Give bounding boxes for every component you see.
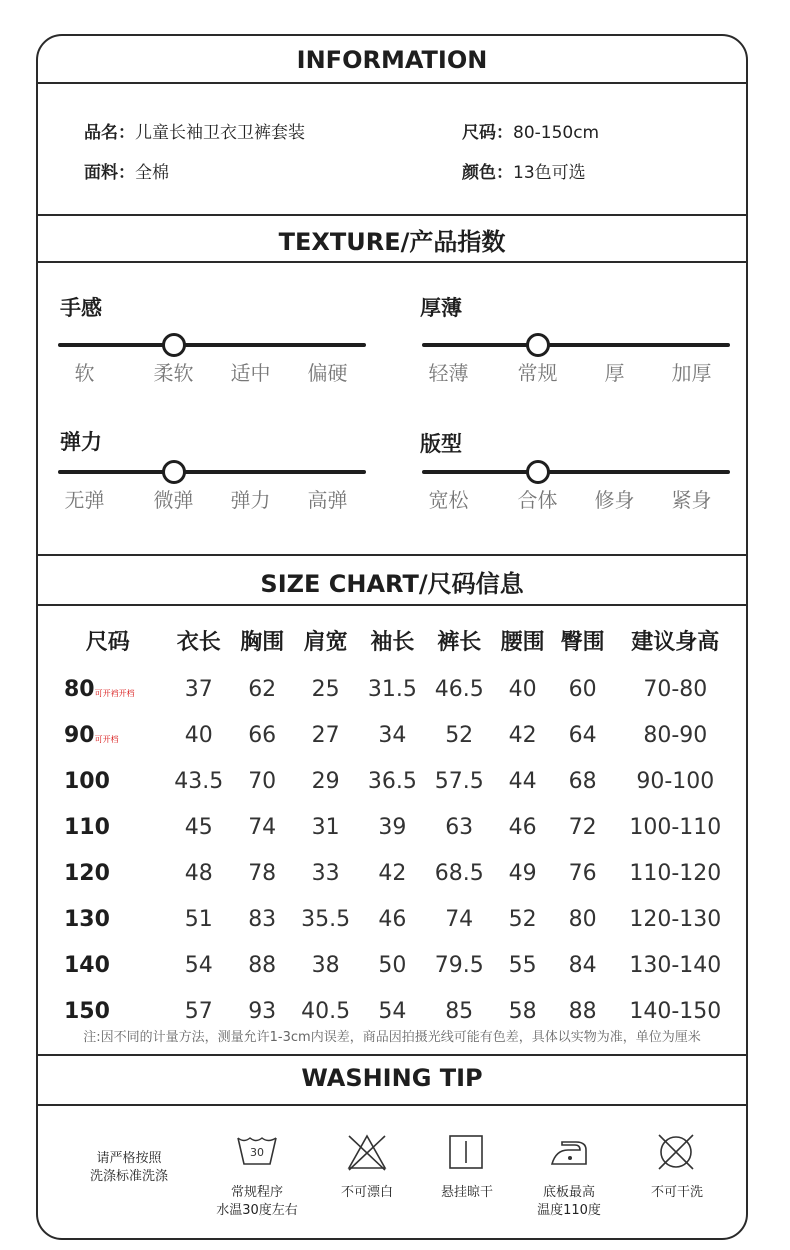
table-row [50,850,738,896]
table-cell: 72 [568,814,597,840]
texture-scale-option: 合体 [517,488,558,512]
washing-intro [74,1150,184,1186]
table-cell: 70-80 [643,676,708,702]
size-cell [50,758,165,804]
texture-scale-knob [162,460,186,484]
texture-scale-option: 偏硬 [307,361,348,385]
texture-scale-option: 加厚 [671,361,712,385]
divider [38,214,746,216]
wash-tip-line1: 底板最高 [542,1185,595,1200]
table-cell: 45 [184,814,213,840]
texture-scale-option: 修身 [594,488,635,512]
size-value: 150 [64,998,110,1024]
table-cell: 39 [378,814,407,840]
wash-tip-label [312,1184,422,1202]
table-row [50,896,738,942]
wash-tip-line1: 不可漂白 [340,1185,393,1200]
table-cell: 37 [184,676,213,702]
divider [38,604,746,606]
table-cell: 57 [184,998,213,1024]
size-cell [50,850,165,896]
size-table-header-cell: 尺码 [85,629,130,655]
table-cell: 31.5 [367,676,417,702]
table-cell: 42 [508,722,537,748]
wash-tip-label [202,1184,312,1220]
product-name-row [84,118,305,143]
texture-scale-option: 软 [74,361,95,385]
wash-tip-line1: 悬挂晾干 [440,1185,493,1200]
wash-tip-line1: 常规程序 [230,1185,283,1200]
table-cell: 83 [248,906,277,932]
washing-intro-line2: 洗涤标准洗涤 [89,1169,168,1184]
no-dry-clean-icon [656,1132,696,1176]
wash-tip-line2: 水温30度左右 [216,1203,298,1218]
product-name-label: 品名： [84,123,135,143]
fabric-label: 面料： [84,163,135,183]
table-cell: 63 [445,814,474,840]
wash-tip-label [412,1184,522,1202]
table-cell: 44 [508,768,537,794]
table-cell: 80-90 [643,722,708,748]
table-cell: 93 [248,998,277,1024]
texture-scale-label: 厚薄 [420,296,462,320]
table-cell: 80 [568,906,597,932]
divider [38,1054,746,1056]
table-cell: 88 [568,998,597,1024]
texture-title: TEXTURE/产品指数 [278,228,506,256]
size-footnote: 注:因不同的计量方法，测量允许1-3cm内误差，商品因拍摄光线可能有色差，具体以实物为准，单位为厘米 [83,1030,701,1045]
table-cell: 62 [248,676,277,702]
size-note: 可开裆开档 [94,688,135,698]
fabric-value: 全棉 [135,163,169,183]
color-label: 颜色： [462,163,513,183]
wash-tip-line1: 不可干洗 [650,1185,703,1200]
size-table-header-cell: 衣长 [176,629,221,655]
texture-scale-track [422,343,730,347]
table-cell: 57.5 [434,768,484,794]
table-row [50,712,738,758]
texture-scale-option: 高弹 [307,488,348,512]
texture-scale-option: 常规 [517,361,558,385]
size-table-header-cell: 腰围 [500,629,545,655]
fabric-row [84,158,169,183]
texture-scale-knob [526,333,550,357]
size-value: 110 [64,814,110,840]
washing-title: WASHING TIP [301,1064,483,1092]
color-row [462,158,586,183]
wash-30-icon [236,1134,278,1172]
table-cell: 35.5 [301,906,351,932]
size-value: 130 [64,906,110,932]
size-table [50,614,738,1034]
size-table-header-cell: 臀围 [560,629,605,655]
table-cell: 29 [311,768,340,794]
table-cell: 64 [568,722,597,748]
size-cell [50,804,165,850]
divider [38,554,746,556]
size-chart-title: SIZE CHART/尺码信息 [260,570,524,598]
size-value: 90 [64,722,95,748]
size-table-header-cell: 胸围 [240,629,285,655]
table-cell: 90-100 [636,768,715,794]
table-cell: 40.5 [301,998,351,1024]
texture-scale-option: 宽松 [428,488,469,512]
size-range-value: 80-150cm [513,123,600,143]
size-value: 140 [64,952,110,978]
table-cell: 76 [568,860,597,886]
size-cell [50,666,165,712]
texture-scale-option: 弹力 [230,488,271,512]
table-cell: 110-120 [629,860,722,886]
table-cell: 46 [508,814,537,840]
table-cell: 46.5 [434,676,484,702]
table-cell: 54 [184,952,213,978]
size-table-header-cell: 袖长 [370,629,415,655]
texture-scale-track [422,470,730,474]
table-cell: 51 [184,906,213,932]
washing-intro-line1: 请严格按照 [96,1151,162,1166]
wash-tip-label [622,1184,732,1202]
table-cell: 49 [508,860,537,886]
texture-scale-option: 柔软 [153,361,194,385]
size-value: 120 [64,860,110,886]
table-cell: 140-150 [629,998,722,1024]
table-cell: 50 [378,952,407,978]
table-cell: 74 [445,906,474,932]
texture-scale-option: 轻薄 [428,361,469,385]
divider [38,261,746,263]
table-cell: 33 [311,860,340,886]
table-cell: 25 [311,676,340,702]
size-cell [50,942,165,988]
size-table-header [50,614,738,666]
table-row [50,804,738,850]
table-cell: 58 [508,998,537,1024]
product-name-value: 儿童长袖卫衣卫裤套装 [135,123,305,143]
texture-scale-option: 无弹 [64,488,105,512]
table-cell: 42 [378,860,407,886]
texture-scale-option: 微弹 [153,488,194,512]
table-cell: 46 [378,906,407,932]
texture-scale-label: 版型 [420,432,462,456]
size-value: 80 [64,676,95,702]
wash-tip-label [514,1184,624,1220]
table-cell: 68 [568,768,597,794]
table-cell: 54 [378,998,407,1024]
table-cell: 88 [248,952,277,978]
table-cell: 74 [248,814,277,840]
table-cell: 85 [445,998,474,1024]
information-title: INFORMATION [296,46,488,74]
wash-tip-line2: 温度110度 [537,1203,601,1218]
size-cell [50,896,165,942]
table-cell: 79.5 [434,952,484,978]
texture-scale-label: 弹力 [60,430,102,454]
size-table-header-cell: 建议身高 [631,629,720,655]
table-row [50,942,738,988]
texture-scale-option: 厚 [604,361,625,385]
table-cell: 55 [508,952,537,978]
table-cell: 36.5 [367,768,417,794]
no-bleach-icon [346,1132,388,1176]
iron-icon [548,1136,590,1172]
table-cell: 100-110 [629,814,722,840]
texture-scale-track [58,470,366,474]
table-cell: 120-130 [629,906,722,932]
texture-scale-option: 适中 [230,361,271,385]
table-row [50,666,738,712]
table-cell: 78 [248,860,277,886]
table-cell: 68.5 [434,860,484,886]
size-table-header-cell: 肩宽 [303,629,348,655]
divider [38,82,746,84]
table-row [50,758,738,804]
table-cell: 38 [311,952,340,978]
size-note: 可开档 [94,734,119,744]
table-cell: 31 [311,814,340,840]
table-cell: 40 [508,676,537,702]
size-cell [50,712,165,758]
table-cell: 84 [568,952,597,978]
size-range-row [462,118,599,143]
wash-temp-text: 30 [250,1146,264,1159]
table-cell: 34 [378,722,407,748]
table-cell: 52 [508,906,537,932]
table-cell: 52 [445,722,474,748]
texture-scale-option: 紧身 [671,488,712,512]
texture-scale-label: 手感 [60,296,102,320]
hang-dry-icon [448,1134,484,1174]
size-range-label: 尺码： [462,123,513,143]
info-card [36,34,748,1240]
divider [38,1104,746,1106]
table-cell: 66 [248,722,277,748]
table-cell: 43.5 [174,768,224,794]
size-value: 100 [64,768,110,794]
texture-scale-knob [162,333,186,357]
color-value: 13色可选 [513,163,586,183]
texture-scale-track [58,343,366,347]
table-cell: 27 [311,722,340,748]
table-cell: 60 [568,676,597,702]
size-table-header-cell: 裤长 [437,629,482,655]
table-cell: 130-140 [629,952,722,978]
table-cell: 40 [184,722,213,748]
texture-scale-knob [526,460,550,484]
table-cell: 48 [184,860,213,886]
table-cell: 70 [248,768,277,794]
